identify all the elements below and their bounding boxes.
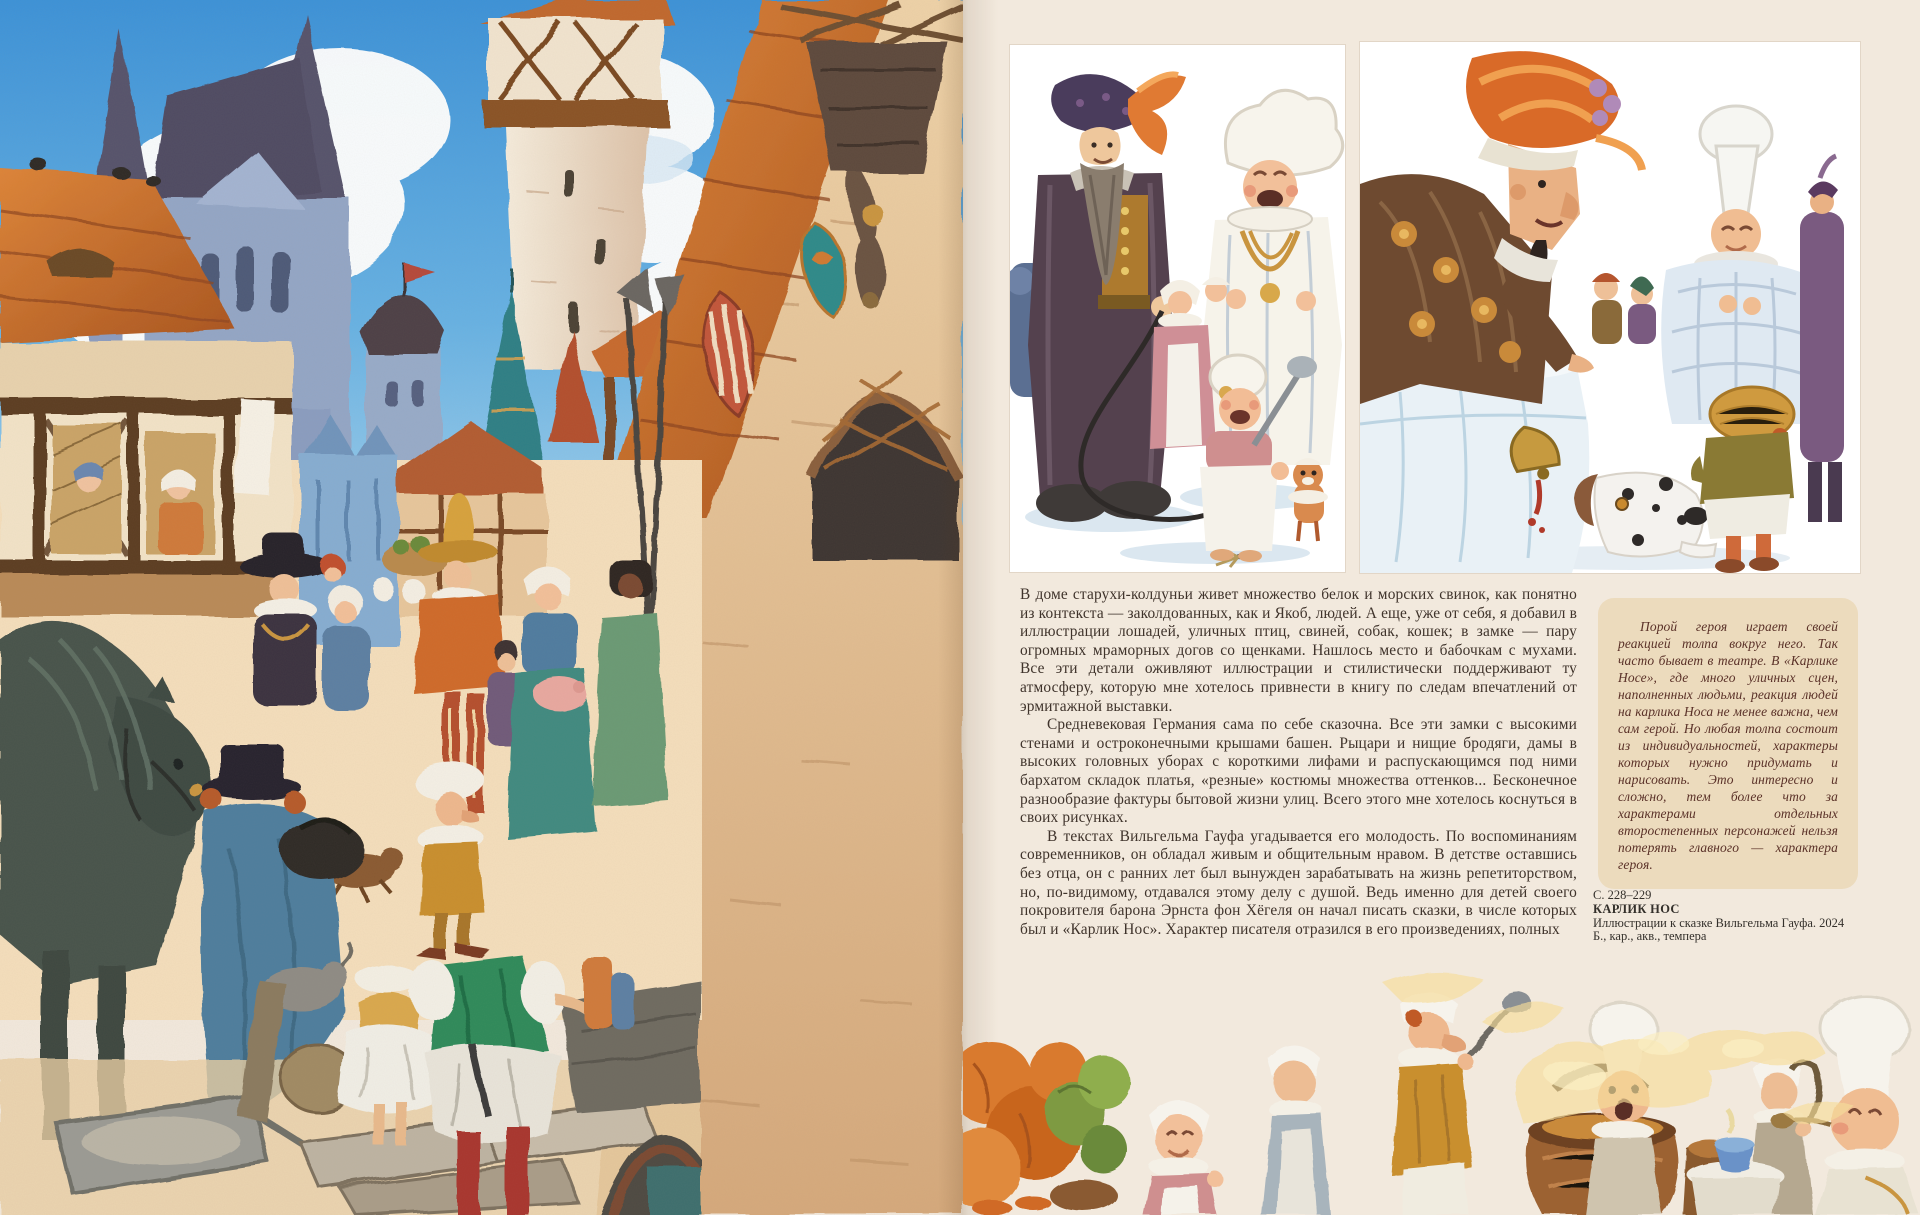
small-onlookers xyxy=(1592,273,1656,344)
dog-in-bonnet xyxy=(1288,458,1328,541)
paragraph: В доме старухи-колдуньи живет множество белок и морских свинок, как понятно из контекста — заколдованных, как и Якоб, людей. А еще, уже от себя, я добавил в иллюстрации лошадей, уличных птиц, свиней, собак, кошек; в замке — пару огромных мраморных догов со щенками. Нашлось место и бабочкам с мухами. Все эти детали оживляют иллюстрации и стилистически поддерживают ту атмосферу, которую мне хотелось привнести в книгу по следам впечатлений от эрмитажной выставки. xyxy=(1020,586,1577,715)
plate-duke-table xyxy=(1360,42,1860,573)
right-page xyxy=(963,0,1920,1215)
author-quote-box xyxy=(1598,598,1858,889)
caption-title: КАРЛИК НОС xyxy=(1593,901,1680,916)
article-body xyxy=(1020,586,1577,939)
dalmatian-dog xyxy=(1574,473,1716,558)
girl-cook xyxy=(1143,1100,1223,1215)
paragraph: Средневековая Германия сама по себе сказочна. Все эти замки с высокими стенами и остроконечными крышами башен. Рыцари и нищие бродяги, дамы в высоких головных уборах с короткими лифами и распускающимся под ними бархатом складок платья, «резные» костюмы множества оттенков... Бесконечное разнообразие фактуры бытовой жизни улиц. Всего этого мне хотелось коснуться в своих рисунках. xyxy=(1020,716,1577,827)
quote-text: Порой героя играет своей реакцией толпа вокруг него. Так часто бывает в театре. В «Карлике Носе», где много уличных сцен, наполненных людьми, реакция людей на карлика Носа не менее важна, чем сам герой. Но любая толпа состоит из индивидуальностей, характеры которых нужно придумать и нарисовать. Это интересно и сложно, тем более что за характерами отдельных второстепенных персонажей нельзя потерять главного — характера героя. xyxy=(1618,619,1838,872)
caption-subtitle: Иллюстрации к сказке Вильгельма Гауфа. 2024 xyxy=(1593,915,1845,930)
plate-merchant-and-cook xyxy=(1010,45,1345,572)
bonnet-cook xyxy=(1261,1046,1331,1215)
plum-attendant xyxy=(1800,156,1844,522)
vegetable-pile xyxy=(963,1041,1131,1215)
duke-figure xyxy=(1360,51,1642,404)
paragraph: В текстах Вильгельма Гауфа угадывается его молодость. По воспоминаниям современников, он обладал живым и общительным нравом. В детстве оставшись без отца, он с ранних лет был вынужден зарабатывать на жизнь репетиторством, но, по-видимому, отдавался этому делу с душой. Ведь именно для детей своего покровителя барона Эрнста фон Хёгеля он начал писать сказки, в числе которых был и «Карлик Нос». Характер писателя отразился в его произведениях, полных xyxy=(1020,827,1577,938)
pale-blue-cook xyxy=(1661,106,1813,424)
bottom-kitchen-illustration xyxy=(963,963,1920,1215)
caption-technique: Б., кар., акв., темпера xyxy=(1593,929,1707,944)
illustration-caption xyxy=(1593,889,1844,944)
caption-pages: С. 228–229 xyxy=(1593,888,1652,902)
